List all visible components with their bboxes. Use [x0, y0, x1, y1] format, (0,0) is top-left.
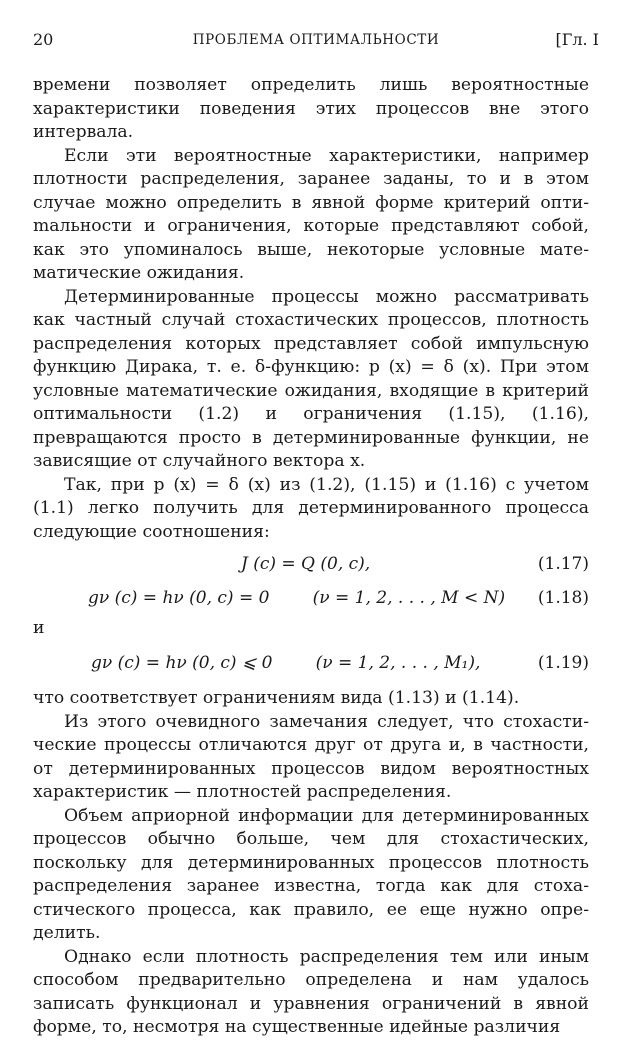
equation-formula: J (c) = Q (0, c), [241, 554, 371, 574]
equation-formula: gν (c) = hν (0, c) = 0 (ν = 1, 2, . . . , M < N) [88, 588, 506, 608]
equation-1-19 [33, 652, 589, 677]
equation-number: (1.17) [537, 554, 589, 574]
paragraph-continued: времени позволяет определить лишь вероятностные характеристики поведения этих процессов вне этого интервала. [33, 75, 589, 142]
paragraph: Из этого очевидного замечания следует, что стохастические процессы отличаются друг от друга и, в частности, от детерминированных процессов видом вероятностных характеристик — плотностей распределения. [33, 711, 589, 802]
chapter-label: [Гл. I [555, 30, 599, 49]
page-body [33, 74, 589, 1040]
conjunction: и [33, 618, 45, 638]
running-title: ПРОБЛЕМА ОПТИМАЛЬНОСТИ [192, 32, 440, 48]
paragraph: Так, при p (x) = δ (x) из (1.2), (1.15) и (1.16) с учетом (1.1) легко получить для детерминированного процесса следующие соотношения: [33, 474, 589, 542]
paragraph: Детерминированные процессы можно рассматривать как частный случай стохастических процессов, плотность распределения которых представляет собой импульсную функцию Дирака, т. е. δ-функцию: p (x) = δ (x). При этом условные математические ожидания, входящие в критерий оптимальности (1.2) и ограничения (1.15), (1.16), превращаются просто в детерминированные функции, не зависящие от случайного вектора x. [33, 286, 589, 471]
paragraph: Однако если плотность распределения тем или иным способом предварительно определена и нам удалось записать функционал и уравнения ограничений в явной форме, то, несмотря на существенные идейные различия [33, 946, 589, 1037]
paragraph: Объем априорной информации для детерминированных процессов обычно больше, чем для стохастических, поскольку для детерминированных процессов плотность распределения заранее известна, тогда как для стохастического процесса, как правило, ее еще нужно определить. [33, 805, 589, 943]
equation-formula: gν (c) = hν (0, c) ⩽ 0 (ν = 1, 2, . . . , M₁), [91, 653, 481, 673]
equation-1-17 [33, 553, 589, 578]
equation-number: (1.18) [537, 588, 589, 608]
equation-1-18 [33, 587, 589, 612]
page-number: 20 [33, 30, 54, 49]
paragraph-continued: что соответствует ограничениям вида (1.13) и (1.14). [33, 688, 520, 708]
equation-number: (1.19) [537, 653, 589, 673]
running-header [33, 30, 599, 56]
paragraph: Если эти вероятностные характеристики, например плотности распределения, заранее заданы, то и в этом случае можно определить в явной форме критерий оптиmальности и ограничения, которые представляют собой, как это упоминалось выше, некоторые условные математические ожидания. [33, 145, 589, 283]
